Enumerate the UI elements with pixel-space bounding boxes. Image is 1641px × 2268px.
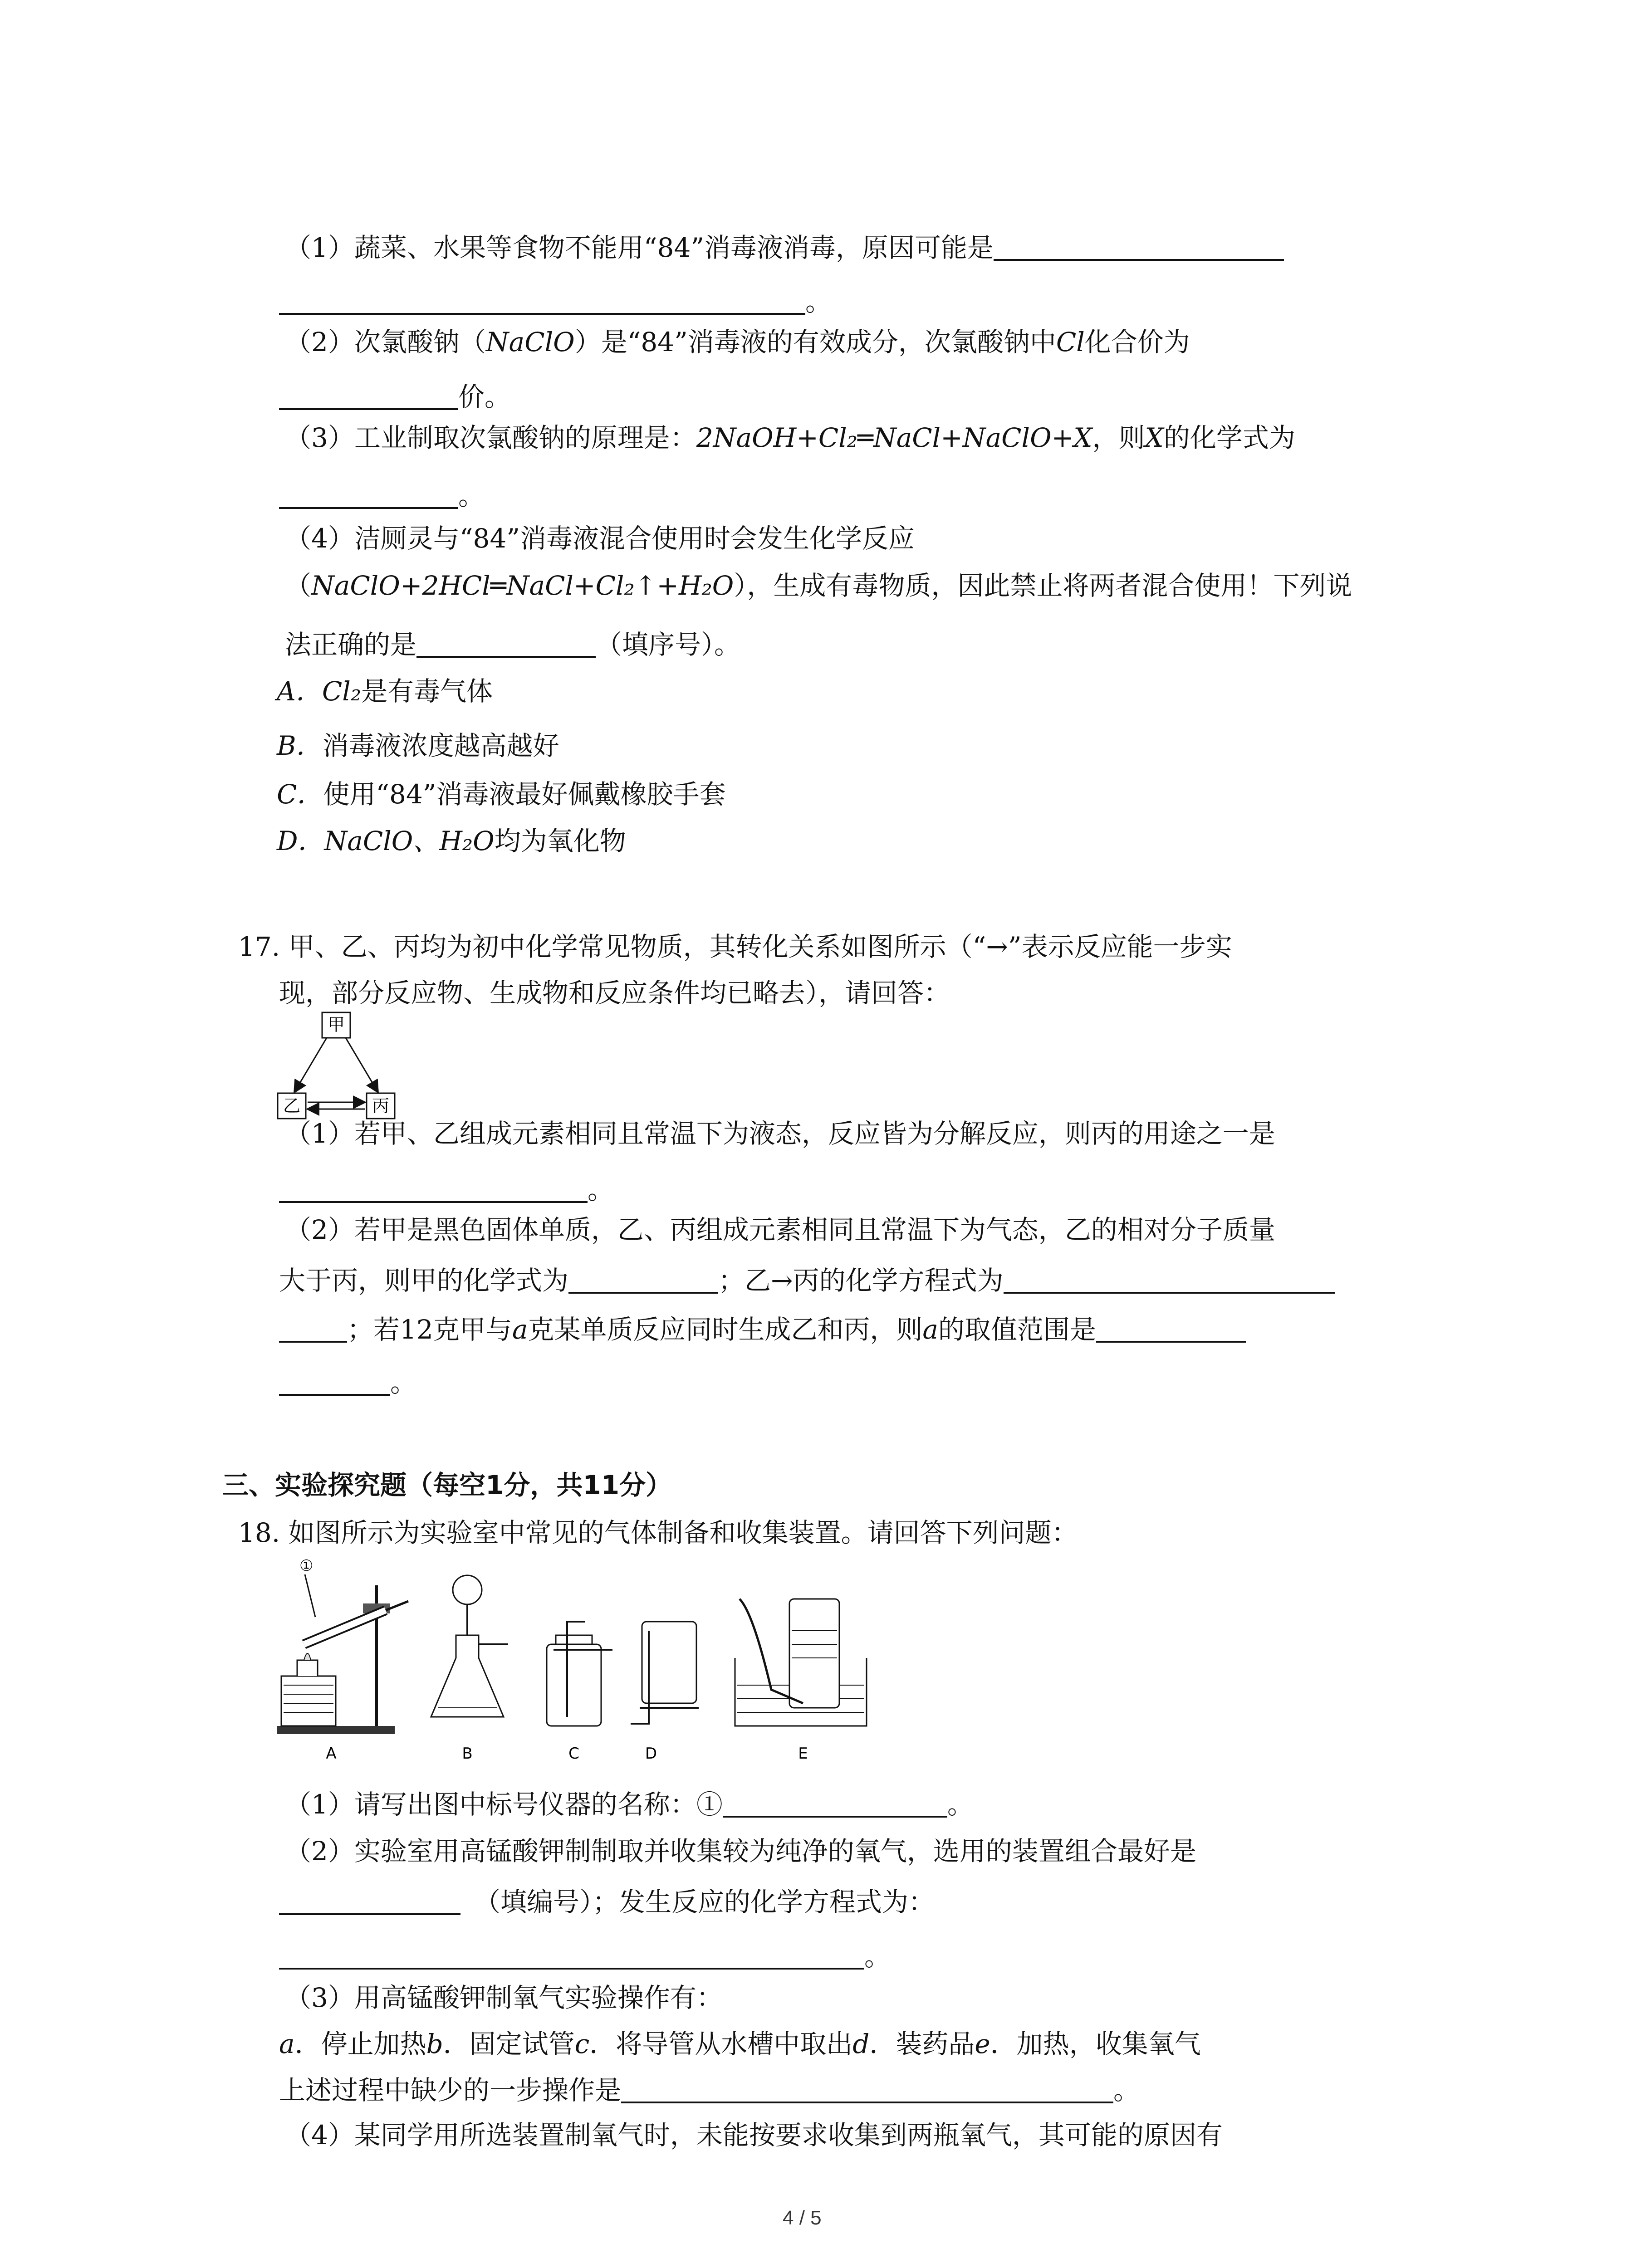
q16-part1-cont: 。 xyxy=(279,287,832,315)
q16-option-a: A．Cl₂是有毒气体 xyxy=(277,676,493,707)
answer-blank[interactable] xyxy=(279,1941,864,1970)
q16-part2: （2）次氯酸钠（NaClO）是“84”消毒液的有效成分，次氯酸钠中Cl化合价为 xyxy=(285,327,1190,357)
q16-part1: （1）蔬菜、水果等食物不能用“84”消毒液消毒，原因可能是 xyxy=(285,233,1284,261)
q17-part2-cont3: 。 xyxy=(279,1368,416,1396)
apparatus-d xyxy=(631,1622,699,1763)
q17-part1: （1）若甲、乙组成元素相同且常温下为液态，反应皆为分解反应，则丙的用途之一是 xyxy=(285,1118,1275,1149)
answer-blank[interactable] xyxy=(279,481,458,509)
answer-blank[interactable] xyxy=(279,1887,460,1915)
q16-option-c: C．使用“84”消毒液最好佩戴橡胶手套 xyxy=(277,779,726,810)
label-d: D xyxy=(645,1745,657,1763)
q18-part2-cont: （填编号）；发生反应的化学方程式为： xyxy=(279,1887,935,1915)
answer-blank[interactable] xyxy=(416,630,596,658)
answer-blank[interactable] xyxy=(994,233,1284,261)
label-e: E xyxy=(798,1745,808,1763)
label-jia: 甲 xyxy=(327,1015,345,1035)
q18-part4: （4）某同学用所选装置制氧气时，未能按要求收集到两瓶氧气，其可能的原因有 xyxy=(285,2120,1223,2151)
answer-blank[interactable] xyxy=(279,382,458,410)
q16-part2-cont: 价。 xyxy=(279,382,511,410)
q17-conversion-diagram xyxy=(272,1012,408,1125)
apparatus-e xyxy=(735,1599,867,1763)
q16-part4-eq: （NaClO+2HCl═NaCl+Cl₂↑+H₂O），生成有毒物质，因此禁止将两者混合使用！下列说 xyxy=(285,570,1352,601)
answer-blank[interactable] xyxy=(621,2075,1113,2103)
answer-blank[interactable] xyxy=(279,1315,347,1343)
answer-blank[interactable] xyxy=(1004,1266,1335,1294)
q17-part2: （2）若甲是黑色固体单质，乙、丙组成元素相同且常温下为气态，乙的相对分子质量 xyxy=(285,1214,1275,1245)
answer-blank[interactable] xyxy=(279,287,805,315)
q16-part4-cont: 法正确的是 （填序号）。 xyxy=(285,629,741,660)
answer-blank[interactable] xyxy=(1096,1315,1246,1343)
mark-1: ① xyxy=(299,1557,314,1575)
q18-part2-cont2: 。 xyxy=(279,1941,891,1970)
label-yi: 乙 xyxy=(283,1096,301,1116)
q18-part1: （1）请写出图中标号仪器的名称：① 。 xyxy=(285,1789,974,1820)
q16-part4: （4）洁厕灵与“84”消毒液混合使用时会发生化学反应 xyxy=(285,523,915,554)
answer-blank[interactable] xyxy=(279,1175,588,1203)
label-c: C xyxy=(568,1745,579,1763)
q16-part3: （3）工业制取次氯酸钠的原理是：2NaOH+Cl₂═NaCl+NaClO+X，则X的化学式为 xyxy=(285,422,1295,453)
label-b: B xyxy=(462,1745,473,1763)
q16-option-b: B．消毒液浓度越高越好 xyxy=(277,730,559,761)
arrow-jia-to-yi xyxy=(295,1038,327,1091)
q17-part1-cont: 。 xyxy=(279,1175,614,1203)
q16-part3-cont: 。 xyxy=(279,481,485,509)
q18-part3-steps: a．停止加热b．固定试管c．将导管从水槽中取出d．装药品e．加热，收集氧气 xyxy=(279,2028,1201,2059)
q16-option-d: D．NaClO、H₂O均为氧化物 xyxy=(277,826,626,856)
answer-blank[interactable] xyxy=(279,1368,390,1396)
answer-blank[interactable] xyxy=(723,1789,947,1818)
q18-stem: 18. 如图所示为实验室中常见的气体制备和收集装置。请回答下列问题： xyxy=(238,1517,1078,1548)
arrow-jia-to-bing xyxy=(346,1038,377,1091)
label-a: A xyxy=(326,1745,337,1763)
q17-part2-cont2: ；若12克甲与a克某单质反应同时生成乙和丙，则a的取值范围是 xyxy=(279,1315,1246,1343)
answer-blank[interactable] xyxy=(568,1266,718,1294)
label-bing: 丙 xyxy=(372,1096,390,1116)
apparatus-c xyxy=(547,1622,612,1763)
q17-stem-line2: 现，部分反应物、生成物和反应条件均已略去），请回答： xyxy=(279,978,950,1008)
q18-part3-question: 上述过程中缺少的一步操作是 。 xyxy=(279,2075,1140,2106)
q17-stem-line1: 17. 甲、乙、丙均为初中化学常见物质，其转化关系如图所示（“→”表示反应能一步实 xyxy=(238,931,1232,962)
q18-part3: （3）用高锰酸钾制氧气实验操作有： xyxy=(285,1982,723,2013)
q18-apparatus-figure xyxy=(272,1554,885,1767)
q17-part2-cont: 大于丙，则甲的化学式为 ；乙→丙的化学方程式为 xyxy=(279,1266,1335,1294)
apparatus-a xyxy=(277,1557,408,1763)
q18-part2: （2）实验室用高锰酸钾制制取并收集较为纯净的氧气，选用的装置组合最好是 xyxy=(285,1836,1196,1867)
apparatus-b xyxy=(431,1575,508,1763)
page-number: 4 / 5 xyxy=(783,2207,822,2229)
section-title: 三、实验探究题（每空1分，共11分） xyxy=(222,1470,672,1501)
